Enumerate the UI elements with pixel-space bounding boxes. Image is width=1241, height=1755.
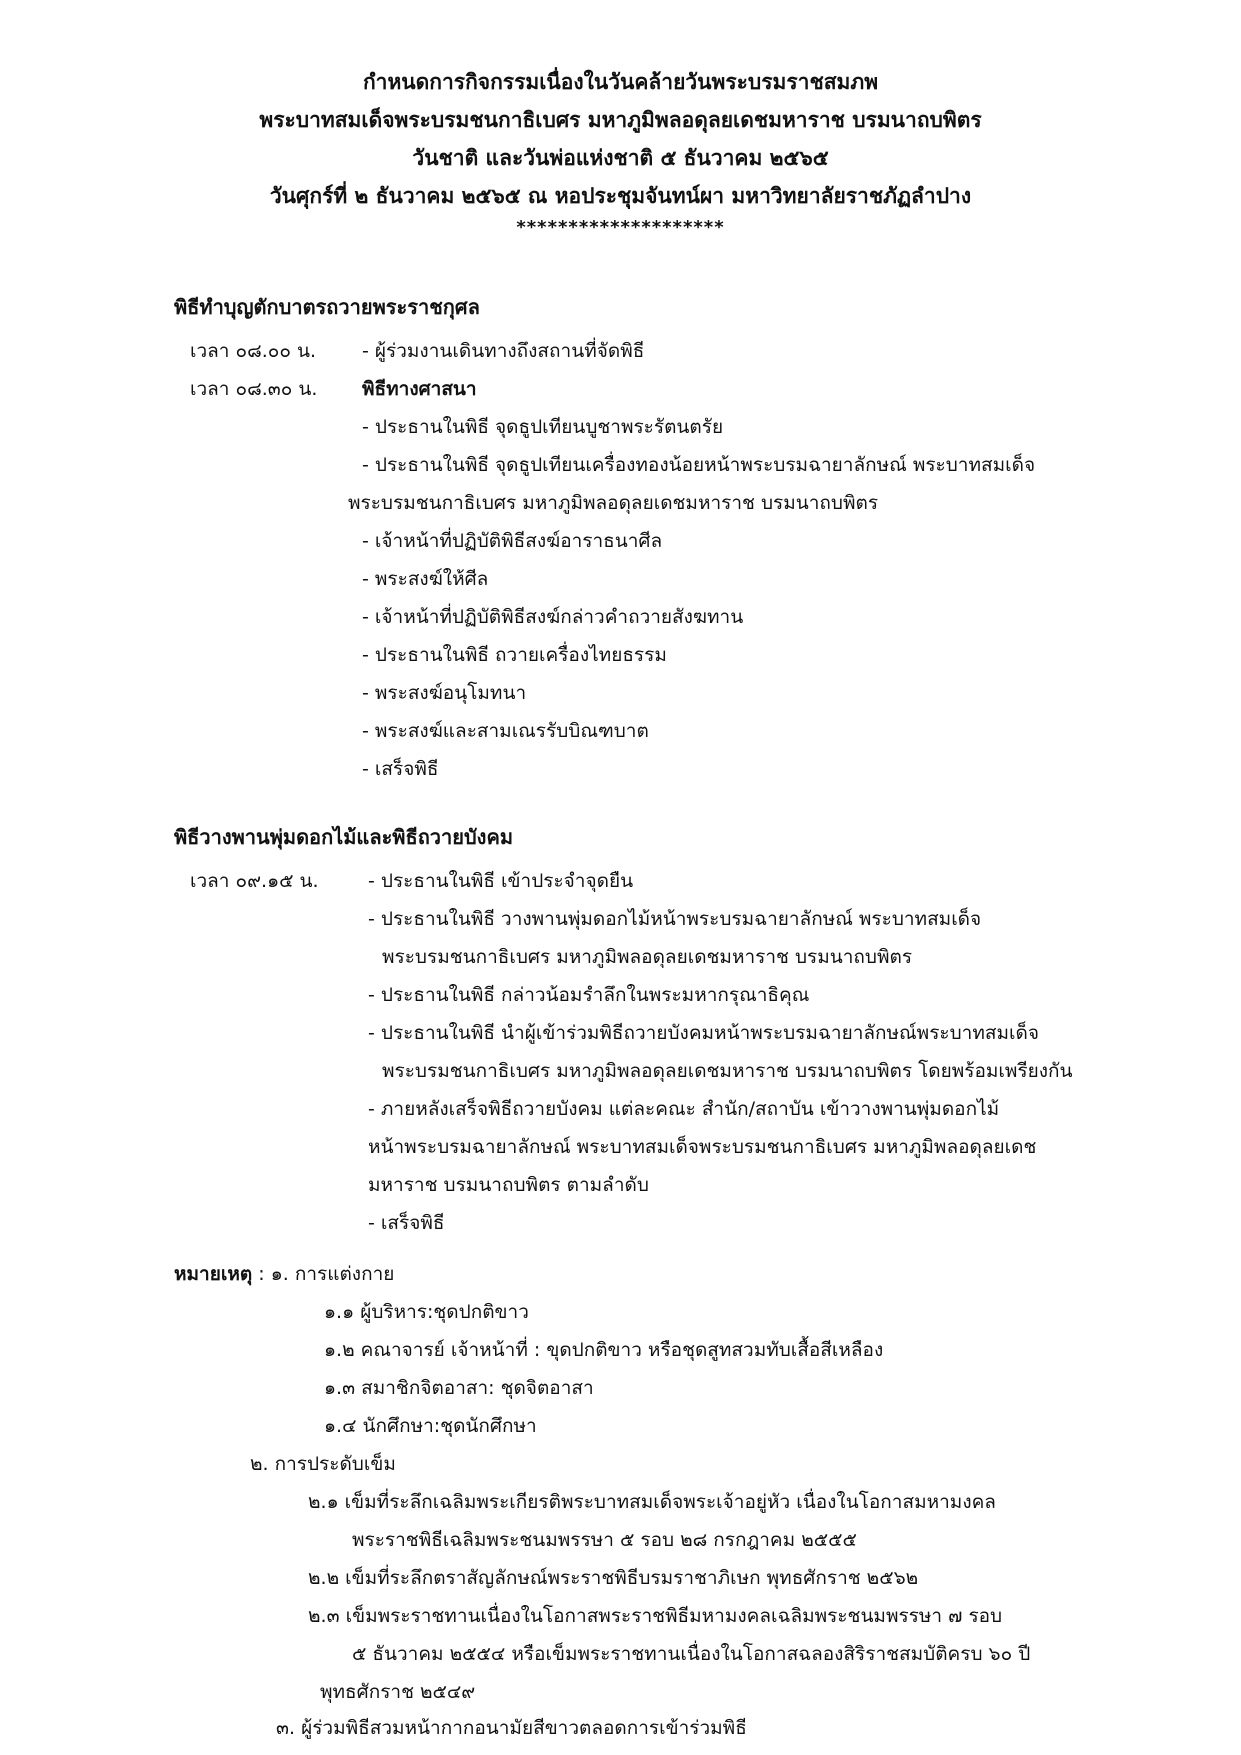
notes-item1-2: ๑.๒ คณาจารย์ เจ้าหน้าที่ : ขุดปกติขาว หรือชุดสูทสวมทับเสื้อสีเหลือง (324, 1339, 884, 1361)
section2-item: - ภายหลังเสร็จพิธีถวายบังคม แต่ละคณะ สำนัก/สถาบัน เข้าวางพานพุ่มดอกไม้ (368, 1098, 1000, 1120)
section1-item: - พระสงฆ์อนุโมทนา (362, 682, 527, 704)
notes-item2-3-continued: พุทธศักราช ๒๕๔๙ (320, 1681, 476, 1703)
document-header (0, 63, 1241, 241)
section1-time2: เวลา ๐๘.๓๐ น. (190, 378, 318, 400)
header-date-venue: วันศุกร์ที่ ๒ ธันวาคม ๒๕๖๕ ณ หอประชุมจันทน์ผา มหาวิทยาลัยราชภัฏลำปาง (269, 184, 972, 208)
section2-item-continued: มหาราช บรมนาถบพิตร ตามลำดับ (368, 1174, 649, 1196)
header-title-line3: วันชาติ และวันพ่อแห่งชาติ ๕ ธันวาคม ๒๕๖๕ (412, 146, 829, 170)
section1-title: พิธีทำบุญตักบาตรถวายพระราชกุศล (174, 295, 480, 319)
notes-first-line (174, 1259, 394, 1289)
notes-item1-3: ๑.๓ สมาชิกจิตอาสา: ชุดจิตอาสา (324, 1377, 594, 1399)
section2-title: พิธีวางพานพุ่มดอกไม้และพิธีถวายบังคม (174, 825, 514, 849)
section2-item-continued: พระบรมชนกาธิเบศร มหาภูมิพลอดุลยเดชมหาราช บรมนาถบพิตร (382, 946, 913, 968)
section2-item-continued: พระบรมชนกาธิเบศร มหาภูมิพลอดุลยเดชมหาราช บรมนาถบพิตร โดยพร้อมเพรียงกัน (382, 1060, 1073, 1082)
section1-time2-heading: พิธีทางศาสนา (362, 378, 477, 400)
section1-item: - ประธานในพิธี จุดธูปเทียนบูชาพระรัตนตรัย (362, 416, 724, 438)
section2-item: - ประธานในพิธี นำผู้เข้าร่วมพิธีถวายบังคมหน้าพระบรมฉายาลักษณ์พระบาทสมเด็จ (368, 1022, 1039, 1044)
section1-item: - พระสงฆ์และสามเณรรับบิณฑบาต (362, 720, 649, 742)
notes-item1: : ๑. การแต่งกาย (252, 1263, 395, 1285)
section1-item: - เจ้าหน้าที่ปฏิบัติพิธีสงฆ์อาราธนาศีล (362, 530, 663, 552)
header-title-line1: กำหนดการกิจกรรมเนื่องในวันคล้ายวันพระบรมราชสมภพ (362, 70, 879, 94)
section2-item-continued: หน้าพระบรมฉายาลักษณ์ พระบาทสมเด็จพระบรมชนกาธิเบศร มหาภูมิพลอดุลยเดช (368, 1136, 1037, 1158)
notes-item3: ๓. ผู้ร่วมพิธีสวมหน้ากากอนามัยสีขาวตลอดการเข้าร่วมพิธี (276, 1717, 747, 1739)
section2-item: - ประธานในพิธี กล่าวน้อมรำลึกในพระมหากรุณาธิคุณ (368, 984, 810, 1006)
notes-item2-1: ๒.๑ เข็มที่ระลึกเฉลิมพระเกียรติพระบาทสมเด็จพระเจ้าอยู่หัว เนื่องในโอกาสมหามงคล (308, 1491, 996, 1513)
notes-item1-1: ๑.๑ ผู้บริหาร:ชุดปกติขาว (324, 1301, 529, 1323)
section1-time1-text: - ผู้ร่วมงานเดินทางถึงสถานที่จัดพิธี (362, 340, 645, 362)
header-title-line2: พระบาทสมเด็จพระบรมชนกาธิเบศร มหาภูมิพลอดุลยเดชมหาราช บรมนาถบพิตร (259, 108, 982, 132)
header-separator-stars: ******************** (516, 217, 725, 238)
section1-item: - พระสงฆ์ให้ศีล (362, 568, 489, 590)
notes-item2-2: ๒.๒ เข็มที่ระลึกตราสัญลักษณ์พระราชพิธีบรมราชาภิเษก พุทธศักราช ๒๕๖๒ (308, 1567, 919, 1589)
section1-time1: เวลา ๐๘.๐๐ น. (190, 340, 317, 362)
section1-item: - ประธานในพิธี ถวายเครื่องไทยธรรม (362, 644, 667, 666)
notes-item2: ๒. การประดับเข็ม (250, 1453, 396, 1475)
section2-item: - เสร็จพิธี (368, 1212, 445, 1234)
section1-item: - เสร็จพิธี (362, 758, 439, 780)
notes-item2-1-continued: พระราชพิธีเฉลิมพระชนมพรรษา ๕ รอบ ๒๘ กรกฎาคม ๒๕๕๕ (352, 1529, 857, 1551)
section2-item: - ประธานในพิธี เข้าประจำจุดยืน (368, 870, 634, 892)
notes-label: หมายเหตุ (174, 1263, 253, 1285)
notes-item2-3: ๒.๓ เข็มพระราชทานเนื่องในโอกาสพระราชพิธีมหามงคลเฉลิมพระชนมพรรษา ๗ รอบ (308, 1605, 1003, 1627)
section1-item-continued: พระบรมชนกาธิเบศร มหาภูมิพลอดุลยเดชมหาราช บรมนาถบพิตร (348, 492, 879, 514)
notes-item2-3-continued: ๕ ธันวาคม ๒๕๕๔ หรือเข็มพระราชทานเนื่องในโอกาสฉลองสิริราชสมบัติครบ ๖๐ ปี (352, 1643, 1031, 1665)
section1-item: - ประธานในพิธี จุดธูปเทียนเครื่องทองน้อยหน้าพระบรมฉายาลักษณ์ พระบาทสมเด็จ (362, 454, 1036, 476)
notes-item1-4: ๑.๔ นักศึกษา:ชุดนักศึกษา (324, 1415, 537, 1437)
section2-item: - ประธานในพิธี วางพานพุ่มดอกไม้หน้าพระบรมฉายาลักษณ์ พระบาทสมเด็จ (368, 908, 982, 930)
section1-item: - เจ้าหน้าที่ปฏิบัติพิธีสงฆ์กล่าวคำถวายสังฆทาน (362, 606, 744, 628)
section2-time: เวลา ๐๙.๑๕ น. (190, 870, 319, 892)
